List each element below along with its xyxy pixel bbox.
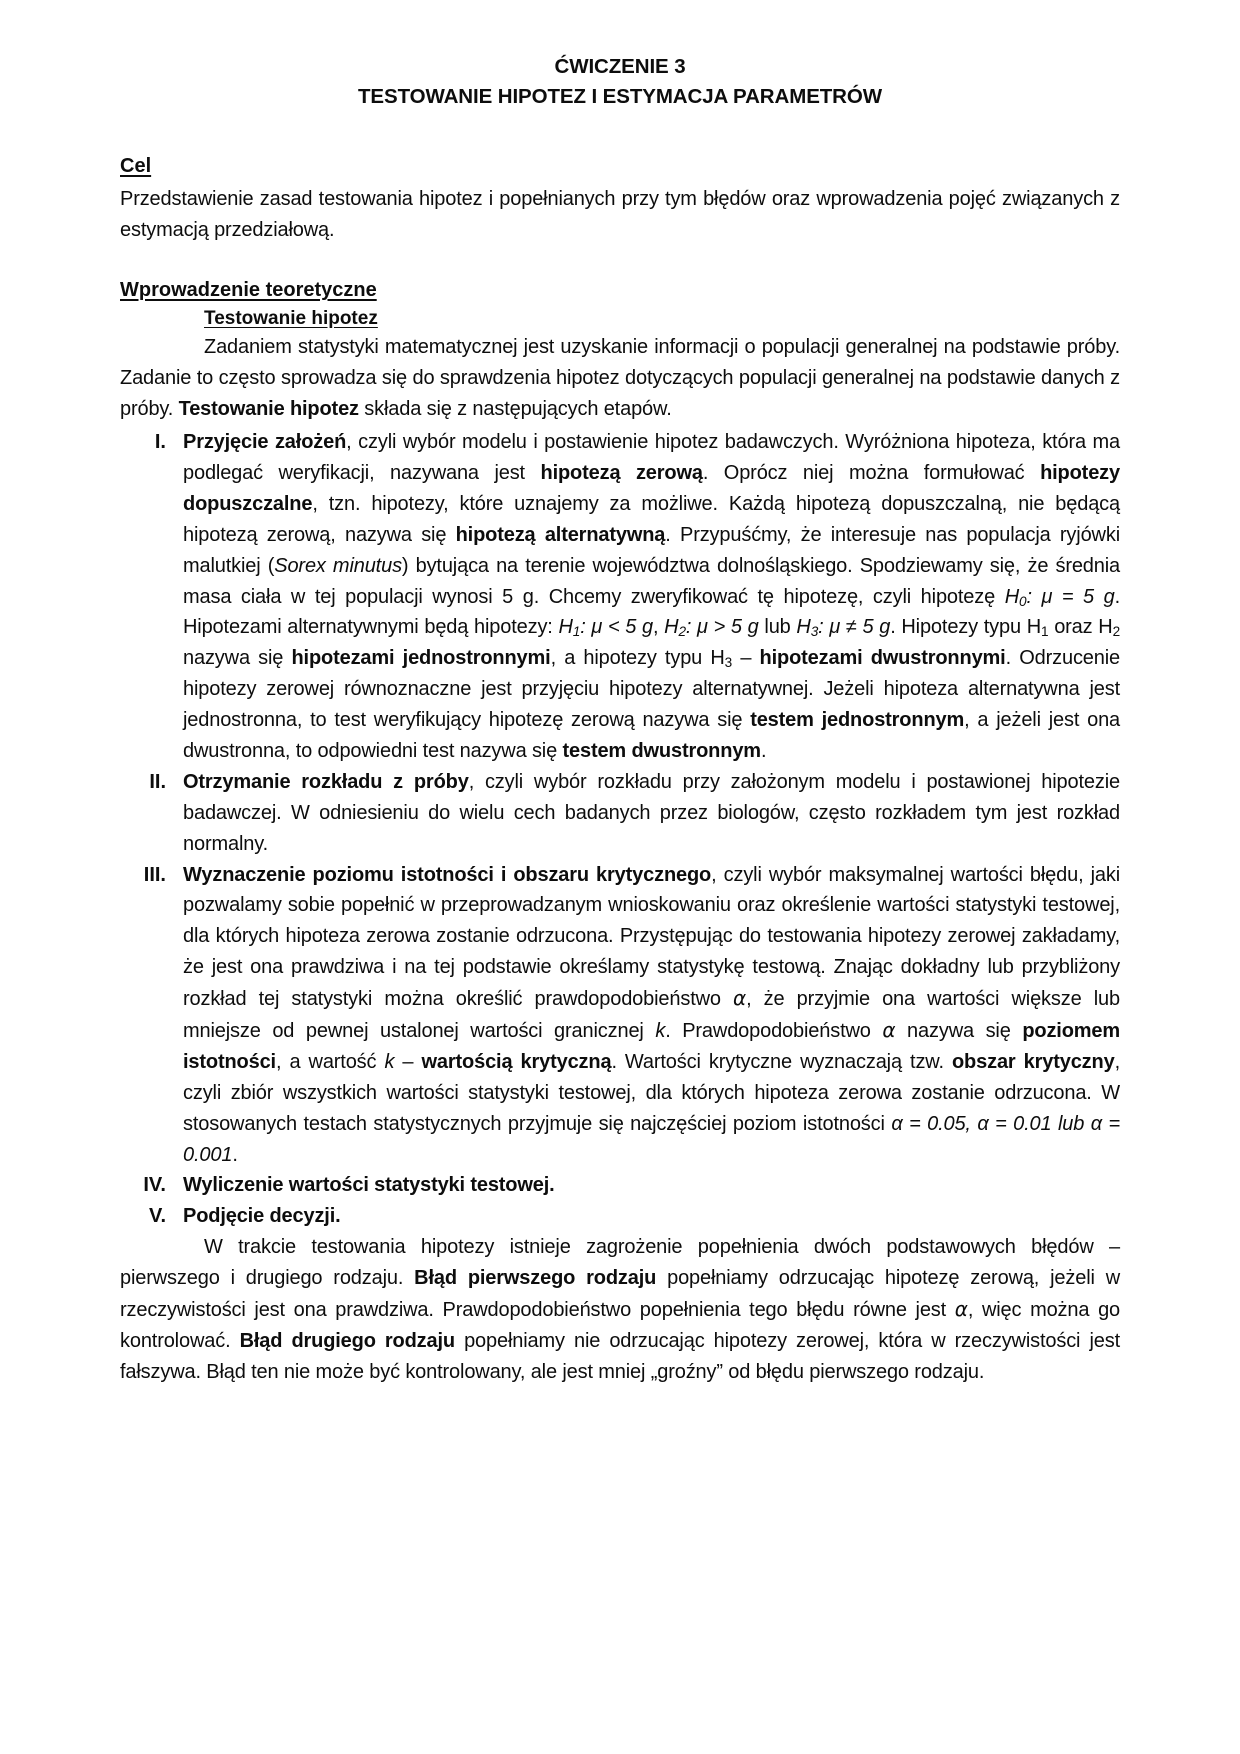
step-iii-lead: Wyznaczenie poziomu istotności i obszaru krytycznego: [183, 863, 712, 886]
hypothesis-h0: [1005, 586, 1115, 608]
step-marker-ii: II.: [149, 770, 166, 793]
intro-text-2: składa się z następujących etapów.: [358, 398, 672, 421]
step-iii-b4: obszar krytyczny: [951, 1050, 1115, 1073]
step-item-v: [120, 1201, 1120, 1232]
step-marker-iv: IV.: [143, 1174, 166, 1197]
h2-letter: H: [664, 616, 679, 639]
h2-equation: : μ > 5 g: [685, 616, 759, 639]
step-iii-t1: , czyli wybór maksymalnej wartości błędu, jaki pozwalamy sobie popełnić w przeprowadzanym wnioskowaniu oraz określenie wartości statystyki testowej, dla których hipoteza zerowa zostanie odrzucona. Przystępując do testowania hipotezy zerowej zakładamy, że jest ona prawdziwa i na tej podstawie określamy statystykę testową. Znając dokładny lub przybliżony rozkład tej statystyki można określić prawdopodobieństwo: [183, 863, 1120, 1011]
step-i-b8: testem dwustronnym: [562, 740, 761, 763]
h3-subscript: 3: [810, 624, 819, 640]
h1-letter: H: [558, 616, 573, 639]
step-i-t15: , a jeżeli jest ona dwustronna, to odpowiedni test nazywa się: [183, 709, 1121, 763]
h3-letter: H: [796, 616, 811, 639]
alpha-symbol-2: α: [882, 1018, 896, 1043]
h0-equation: : μ = 5 g: [1026, 585, 1115, 608]
closing-b1: Błąd pierwszego rodzaju: [414, 1267, 657, 1290]
step-i-b2: hipotezą zerową: [540, 462, 703, 484]
alpha-symbol-3: α: [954, 1297, 968, 1322]
step-iii-t5: , a wartość: [275, 1050, 385, 1073]
step-i-b7: testem jednostronnym: [750, 709, 965, 732]
hypothesis-h3: [796, 616, 890, 638]
step-i-t3: , tzn. hipotezy, które uznajemy za możliwe. Każdą hipotezą dopuszczalną, nie będącą hipotezą zerową, nazywa się: [183, 492, 1120, 546]
step-ii-lead: Otrzymanie rozkładu z próby: [183, 770, 469, 793]
steps-list: [120, 427, 1120, 1232]
step-i-t4: . Przypuśćmy, że interesuje nas populacja ryjówki malutkiej (: [183, 523, 1120, 577]
paragraph-closing: [120, 1232, 1120, 1387]
step-i-species-name: Sorex minutus: [274, 554, 402, 577]
heading-wprowadzenie-teoretyczne: Wprowadzenie teoretyczne: [120, 279, 377, 302]
step-i-b3: hipotezy dopuszczalne: [183, 462, 1120, 515]
step-item-iv: [120, 1170, 1120, 1201]
step-i-t16: .: [760, 740, 767, 763]
h1-equation: : μ < 5 g: [580, 616, 653, 639]
step-marker-v: V.: [148, 1205, 166, 1228]
step-i-t12: , a hipotezy typu H: [550, 647, 725, 670]
hypothesis-h1: [558, 616, 652, 638]
step-iii-t6: –: [394, 1050, 422, 1073]
closing-t1: W trakcie testowania hipotezy istnieje zagrożenie popełnienia dwóch podstawowych błędów – pierwszego i drugiego rodzaju.: [120, 1236, 1120, 1290]
step-i-t14: . Odrzucenie hipotezy zerowej równoznaczne jest przyjęciu hipotezy alternatywnej. Jeżeli hipoteza alternatywna jest jednostronna, to test weryfikujący hipotezę zerową nazywa się: [183, 647, 1121, 732]
step-i-t1: , czyli wybór modelu i postawienie hipotez badawczych. Wyróżniona hipoteza, która ma podlegać weryfikacji, nazywana jest: [183, 431, 1120, 484]
step-i-t10: oraz H: [1048, 616, 1113, 639]
paragraph-cel: Przedstawienie zasad testowania hipotez i popełnianych przy tym błędów oraz wprowadzenia pojęć związanych z estymacją przedziałową.: [120, 187, 1120, 241]
step-text-i: [183, 427, 1120, 767]
step-i-t8: lub: [758, 616, 797, 639]
h1-subscript: 1: [572, 624, 581, 640]
paragraph-intro: [120, 332, 1120, 425]
step-i-t12-sub: 3: [724, 655, 733, 671]
intro-bold-term: Testowanie hipotez: [178, 398, 359, 421]
step-i-t13: –: [732, 647, 760, 670]
k-symbol-2: k: [384, 1050, 395, 1073]
step-i-b5: hipotezami jednostronnymi: [291, 647, 551, 670]
h2-subscript: 2: [678, 624, 686, 640]
h0-letter: H: [1004, 585, 1020, 608]
step-ii-t1: , czyli wybór rozkładu przy założonym modelu i postawionej hipotezie badawczej. W odniesieniu do wielu cech badanych przez biologów, często rozkładem tym jest rozkład normalny.: [183, 770, 1120, 855]
significance-level-values: α = 0.05, α = 0.01 lub α = 0.001: [183, 1112, 1120, 1166]
hypothesis-h2: [664, 616, 758, 638]
step-iii-t7: . Wartości krytyczne wyznaczają tzw.: [611, 1050, 952, 1073]
k-symbol-1: k: [655, 1020, 666, 1043]
step-iv-lead: Wyliczenie wartości statystyki testowej.: [183, 1174, 555, 1197]
step-iii-t2: , że przyjmie ona wartości większe lub mniejsze od pewnej ustalonej wartości granicznej: [183, 988, 1120, 1043]
step-i-t11: nazywa się: [183, 647, 292, 670]
step-item-i: [120, 427, 1120, 767]
step-v-lead: Podjęcie decyzji.: [183, 1205, 341, 1228]
step-text-ii: [183, 767, 1120, 860]
step-i-b6: hipotezami dwustronnymi: [759, 647, 1006, 670]
intro-text-1: Zadaniem statystyki matematycznej jest uzyskanie informacji o populacji generalnej na podstawie próby. Zadanie to często sprowadza się do sprawdzenia hipotez dotyczących populacji generalnej na podstawie danych z próby.: [120, 336, 1120, 421]
step-i-lead: Przyjęcie założeń: [183, 431, 347, 454]
step-i-t2: . Oprócz niej można formułować: [702, 462, 1041, 484]
step-i-t5: ) bytująca na terenie województwa dolnośląskiego. Spodziewamy się, że średnia masa ciała w tej populacji wynosi 5 g. Chcemy zweryfikować tę hipotezę, czyli hipotezę: [183, 554, 1121, 608]
document-subtitle: TESTOWANIE HIPOTEZ I ESTYMACJA PARAMETRÓW: [358, 85, 882, 109]
step-item-iii: [120, 860, 1120, 1171]
document-title: ĆWICZENIE 3: [554, 55, 686, 78]
alpha-symbol-1: α: [733, 986, 747, 1011]
heading-testowanie-hipotez: Testowanie hipotez: [204, 308, 378, 330]
step-iii-t4: nazywa się: [895, 1020, 1023, 1043]
step-i-t9: . Hipotezy typu H: [890, 616, 1042, 639]
step-iii-b3: wartością krytyczną: [421, 1050, 612, 1073]
step-i-t7: ,: [652, 616, 665, 639]
step-iii-b2: poziomem istotności: [183, 1020, 1121, 1073]
step-i-t6: . Hipotezami alternatywnymi będą hipotezy:: [183, 585, 1120, 639]
h0-subscript: 0: [1019, 593, 1027, 609]
closing-t3: , więc można go kontrolować.: [120, 1299, 1121, 1352]
step-i-t10-sub: 2: [1112, 624, 1120, 640]
step-text-v: [183, 1201, 1120, 1232]
step-text-iii: [183, 860, 1120, 1171]
step-i-b4: hipotezą alternatywną: [455, 523, 666, 546]
step-text-iv: [183, 1170, 1120, 1201]
step-i-t9-sub: 1: [1041, 624, 1049, 640]
step-iii-t9: .: [232, 1143, 238, 1166]
step-item-ii: [120, 767, 1120, 860]
closing-t2: popełniamy odrzucając hipotezę zerową, jeżeli w rzeczywistości jest ona prawdziwa. Prawdopodobieństwo popełnienia tego błędu równe jest: [120, 1267, 1120, 1322]
step-marker-i: I.: [154, 431, 166, 454]
h3-equation: : μ ≠ 5 g: [818, 616, 891, 639]
heading-cel: Cel: [120, 154, 152, 177]
closing-b2: Błąd drugiego rodzaju: [239, 1329, 455, 1352]
closing-t4: popełniamy nie odrzucając hipotezy zerowej, która w rzeczywistości jest fałszywa. Błąd ten nie może być kontrolowany, ale jest mniej „groźny” od błędu pierwszego rodzaju.: [120, 1329, 1120, 1383]
step-iii-t8: , czyli zbiór wszystkich wartości statystyki testowej, dla których hipoteza zerowa zostanie odrzucona. W stosowanych testach statystycznych przyjmuje się najczęściej poziom istotności: [183, 1050, 1120, 1135]
step-iii-t3: . Prawdopodobieństwo: [665, 1020, 883, 1043]
step-marker-iii: III.: [143, 863, 166, 886]
